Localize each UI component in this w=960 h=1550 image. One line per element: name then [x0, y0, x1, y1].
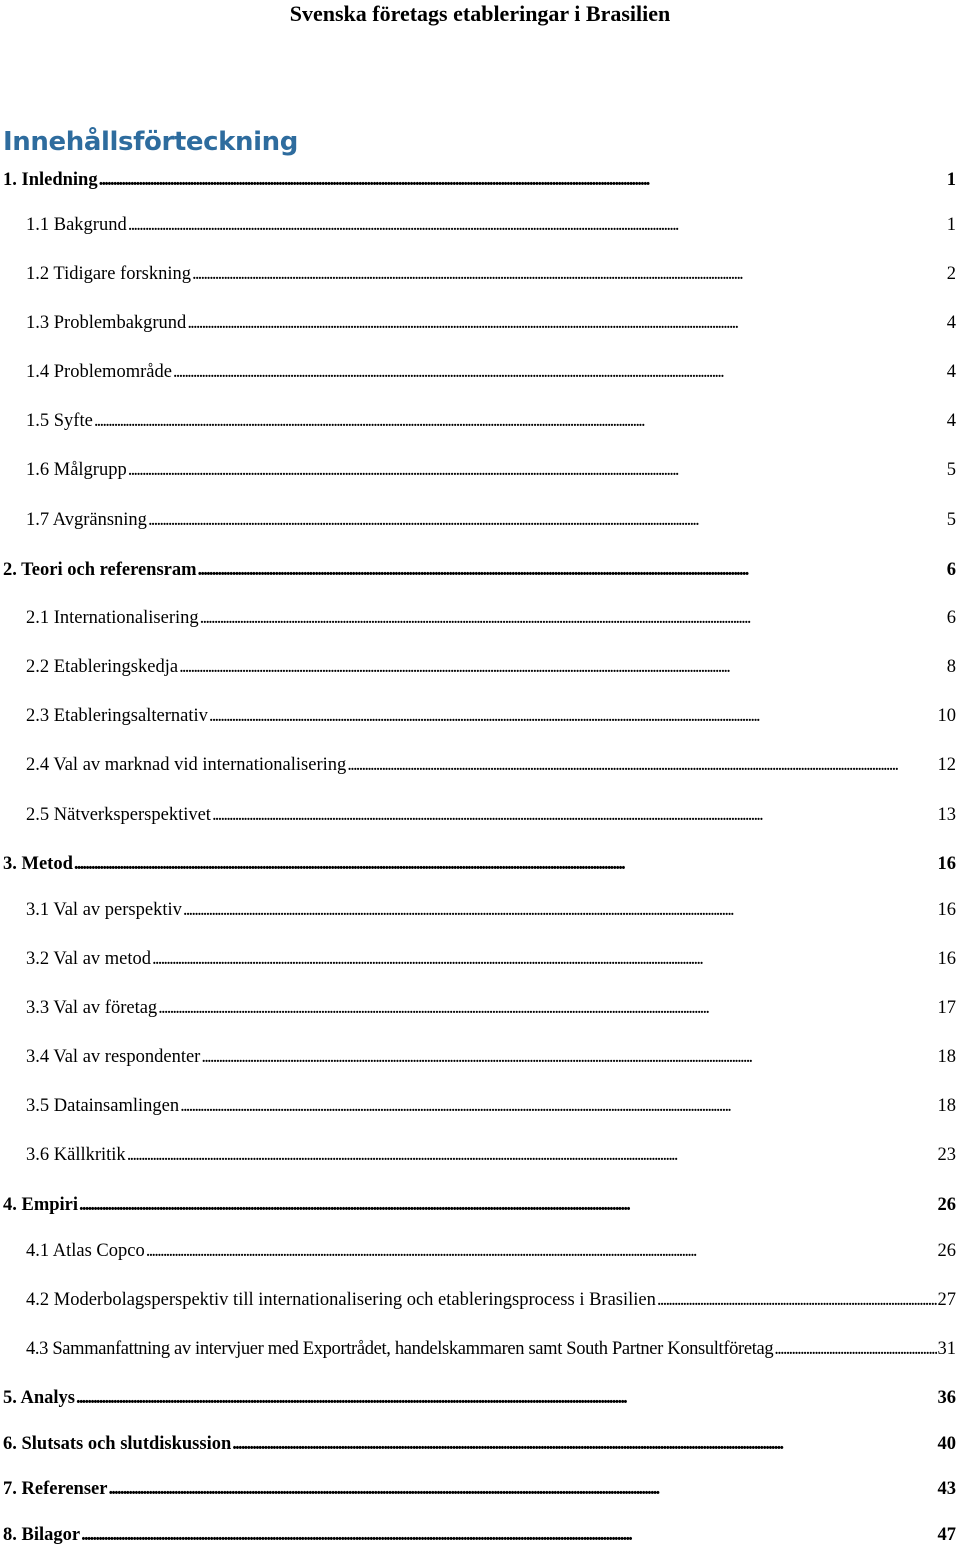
toc-entry-label: 2.1 Internationalisering [26, 608, 199, 628]
toc-entry-page: 12 [937, 755, 956, 775]
toc-entry-page: 31 [937, 1339, 956, 1359]
toc-entry-page: 16 [937, 949, 956, 969]
toc-entry-label: 2.5 Nätverksperspektivet [26, 805, 211, 825]
running-header: Svenska företags etableringar i Brasilien [289, 1, 671, 26]
toc-entry-label: 3.2 Val av metod [26, 949, 152, 969]
toc-heading: Innehållsförteckning [3, 127, 298, 157]
toc-entry-label: 1. Inledning [3, 170, 98, 190]
toc-entry-label: 1.6 Målgrupp [26, 460, 127, 480]
dot-leader [183, 898, 937, 922]
toc-entry[interactable] [26, 508, 956, 532]
toc-entry-label: 1.7 Avgränsning [26, 510, 147, 530]
toc-entry[interactable] [26, 898, 956, 922]
toc-entry-page: 10 [937, 706, 956, 726]
toc-entry-label: 1.1 Bakgrund [26, 215, 127, 235]
dot-leader [152, 947, 936, 971]
toc-entry[interactable] [26, 1143, 956, 1167]
toc-entry[interactable] [3, 1386, 956, 1410]
dot-leader [179, 655, 946, 679]
toc-entry-page: 1 [946, 170, 956, 190]
toc-entry[interactable] [26, 803, 956, 827]
toc-entry[interactable] [26, 1337, 956, 1361]
toc-entry-label: 8. Bilagor [3, 1525, 81, 1545]
toc-entry[interactable] [3, 1523, 956, 1547]
toc-entry-page: 6 [946, 560, 956, 580]
toc-entry-label: 4.3 Sammanfattning av intervjuer med Exportrådet, handelskammaren samt South Partner Konsultföretag [26, 1339, 774, 1359]
toc-entry-page: 17 [937, 998, 956, 1018]
dot-leader [99, 168, 946, 192]
toc-entry[interactable] [3, 1432, 956, 1456]
dot-leader [158, 996, 936, 1020]
toc-entry-label: 6. Slutsats och slutdiskussion [3, 1434, 232, 1454]
toc-entry[interactable] [26, 996, 956, 1020]
toc-entry-page: 5 [946, 460, 956, 480]
toc-entry-label: 1.2 Tidigare forskning [26, 264, 191, 284]
toc-entry-label: 1.3 Problembakgrund [26, 313, 187, 333]
dot-leader [173, 360, 946, 384]
toc-entry-label: 2.4 Val av marknad vid internationalisering [26, 755, 347, 775]
dot-leader [81, 1523, 936, 1547]
toc-entry-page: 26 [937, 1195, 956, 1215]
toc-entry[interactable] [26, 213, 956, 237]
toc-entry-label: 2. Teori och referensram [3, 560, 197, 580]
toc-entry-label: 3.3 Val av företag [26, 998, 158, 1018]
dot-leader [74, 852, 937, 876]
toc-entry[interactable] [26, 262, 956, 286]
dot-leader [201, 1045, 936, 1069]
dot-leader [187, 311, 945, 335]
toc-entry[interactable] [26, 311, 956, 335]
toc-entry-label: 3. Metod [3, 854, 73, 874]
toc-entry-page: 1 [946, 215, 956, 235]
toc-entry-label: 4. Empiri [3, 1195, 79, 1215]
toc-entry-label: 2.3 Etableringsalternativ [26, 706, 208, 726]
dot-leader [200, 606, 946, 630]
toc-entry-page: 8 [946, 657, 956, 677]
toc-entry-page: 18 [937, 1096, 956, 1116]
dot-leader [79, 1193, 936, 1217]
dot-leader [209, 704, 937, 728]
dot-leader [94, 409, 946, 433]
dot-leader [148, 508, 946, 532]
toc-entry-page: 2 [946, 264, 956, 284]
toc-entry-page: 26 [937, 1241, 956, 1261]
toc-entry[interactable] [26, 409, 956, 433]
toc-entry-page: 13 [937, 805, 956, 825]
toc-entry-page: 47 [937, 1525, 956, 1545]
toc-entry-page: 4 [946, 411, 956, 431]
toc-entry-label: 3.6 Källkritik [26, 1145, 126, 1165]
toc-entry-page: 27 [937, 1290, 956, 1310]
toc-entry-page: 4 [946, 362, 956, 382]
toc-entry-page: 6 [946, 608, 956, 628]
toc-entry-label: 1.5 Syfte [26, 411, 93, 431]
toc-entry[interactable] [26, 655, 956, 679]
dot-leader [76, 1386, 937, 1410]
toc-entry-label: 1.4 Problemområde [26, 362, 172, 382]
toc-entry-page: 36 [937, 1388, 956, 1408]
toc-entry[interactable] [3, 1477, 956, 1501]
toc-entry-page: 23 [937, 1145, 956, 1165]
toc-entry-label: 3.4 Val av respondenter [26, 1047, 201, 1067]
toc-entry-label: 5. Analys [3, 1388, 75, 1408]
toc-entry-label: 3.1 Val av perspektiv [26, 900, 182, 920]
toc-entry-page: 18 [937, 1047, 956, 1067]
toc-entry[interactable] [26, 947, 956, 971]
toc-entry-page: 43 [937, 1479, 956, 1499]
toc-entry[interactable] [3, 558, 956, 582]
toc-entry-label: 3.5 Datainsamlingen [26, 1096, 180, 1116]
toc-entry[interactable] [3, 852, 956, 876]
dot-leader [128, 213, 946, 237]
toc-entry-label: 4.1 Atlas Copco [26, 1241, 145, 1261]
toc-entry[interactable] [3, 1193, 956, 1217]
dot-leader [146, 1239, 937, 1263]
toc-entry-page: 5 [946, 510, 956, 530]
toc-entry-label: 4.2 Moderbolagsperspektiv till internationalisering och etableringsprocess i Brasilien [26, 1290, 656, 1310]
dot-leader [657, 1288, 937, 1312]
toc-entry[interactable] [26, 606, 956, 630]
toc-entry[interactable] [26, 753, 956, 777]
dot-leader [127, 1143, 937, 1167]
toc-entry[interactable] [26, 1045, 956, 1069]
dot-leader [198, 558, 946, 582]
toc-entry[interactable] [26, 458, 956, 482]
dot-leader [774, 1337, 936, 1361]
toc-entry[interactable] [26, 1094, 956, 1118]
toc-entry-label: 2.2 Etableringskedja [26, 657, 179, 677]
toc-entry-page: 4 [946, 313, 956, 333]
toc-entry[interactable] [26, 1239, 956, 1263]
toc-entry-label: 7. Referenser [3, 1479, 108, 1499]
dot-leader [128, 458, 946, 482]
dot-leader [212, 803, 937, 827]
dot-leader [180, 1094, 936, 1118]
toc-entry-page: 16 [937, 900, 956, 920]
toc-entry[interactable] [26, 1288, 956, 1312]
toc-entry-page: 40 [937, 1434, 956, 1454]
toc-entry[interactable] [26, 360, 956, 384]
dot-leader [347, 753, 936, 777]
dot-leader [192, 262, 946, 286]
toc-entry[interactable] [26, 704, 956, 728]
toc-entry[interactable] [3, 168, 956, 192]
toc-entry-page: 16 [937, 854, 956, 874]
dot-leader [232, 1432, 936, 1456]
dot-leader [108, 1477, 936, 1501]
